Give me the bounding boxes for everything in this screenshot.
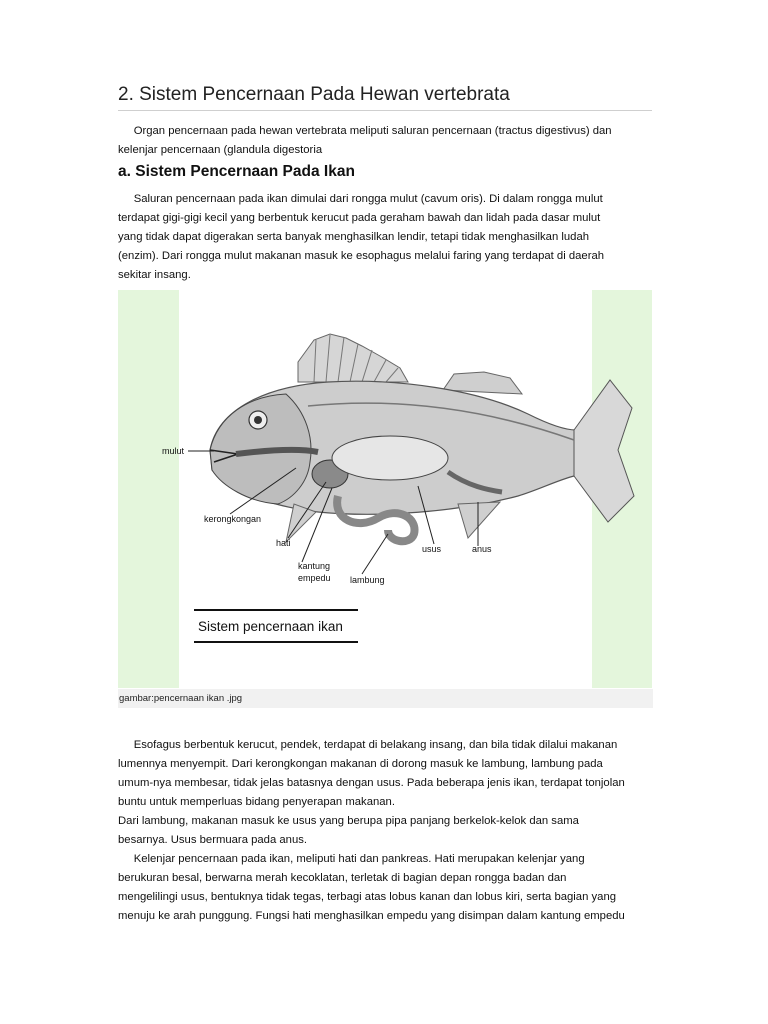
label-anus: anus: [472, 544, 492, 554]
intro-paragraph: [118, 122, 658, 160]
fish-pupil: [254, 416, 262, 424]
body-paragraphs: [118, 736, 658, 926]
label-kerongkongan: kerongkongan: [204, 514, 262, 524]
text-line: Saluran pencernaan pada ikan dimulai dari rongga mulut (cavum oris). Di dalam rongga mulut: [118, 193, 603, 205]
label-mulut: mulut: [162, 446, 185, 456]
text-line: buntu untuk memperluas bidang penyerapan makanan.: [118, 796, 395, 808]
text-line: yang tidak dapat digerakan serta banyak menghasilkan lendir, tetapi tidak menghasilkan ludah: [118, 231, 590, 243]
text-line: kelenjar pencernaan (glandula digestoria: [118, 144, 323, 156]
figure-caption: gambar:pencernaan ikan .jpg: [118, 689, 653, 708]
stomach-shape: [332, 436, 448, 480]
text-line: lumennya menyempit. Dari kerongkongan makanan di dorong masuk ke lambung, lambung pada: [118, 758, 603, 770]
anal-fin: [458, 502, 500, 538]
label-lambung: lambung: [350, 575, 385, 585]
text-line: berukuran besal, berwarna merah kecoklatan, terletak di bagian depan rongga badan dan: [118, 872, 567, 884]
subsection-heading: a. Sistem Pencernaan Pada Ikan: [118, 163, 355, 180]
text-line: Dari lambung, makanan masuk ke usus yang berupa pipa panjang berkelok-kelok dan sama: [118, 815, 579, 827]
text-line: menuju ke arah punggung. Fungsi hati menghasilkan empedu yang disimpan dalam kantung empedu: [118, 910, 625, 922]
label-kantung: kantung: [298, 561, 331, 571]
fish-intro-paragraph: [118, 190, 658, 285]
text-line: mengelilingi usus, bentuknya tidak tegas, terbagi atas lobus kanan dan lobus kiri, serta bagian yang: [118, 891, 617, 903]
text-line: Kelenjar pencernaan pada ikan, meliputi hati dan pankreas. Hati merupakan kelenjar yang: [118, 853, 585, 865]
text-line: umum-nya membesar, tidak jelas batasnya dengan usus. Pada beberapa jenis ikan, terdapat tonjolan: [118, 777, 625, 789]
text-line: sekitar insang.: [118, 269, 191, 281]
text-line: (enzim). Dari rongga mulut makanan masuk ke esophagus melalui faring yang terdapat di daerah: [118, 250, 605, 262]
section-heading: 2. Sistem Pencernaan Pada Hewan vertebrata: [118, 84, 652, 111]
fish-digestive-figure: [118, 290, 652, 688]
text-line: Esofagus berbentuk kerucut, pendek, terdapat di belakang insang, dan bila tidak dilalui makanan: [118, 739, 618, 751]
fish-illustration: [118, 290, 652, 688]
tail-fin: [574, 380, 634, 522]
label-usus: usus: [422, 544, 442, 554]
label-hati: hati: [276, 538, 291, 548]
figure-title: Sistem pencernaan ikan: [198, 619, 343, 634]
text-line: Organ pencernaan pada hewan vertebrata meliputi saluran pencernaan (tractus digestivus) dan: [118, 125, 612, 137]
text-line: terdapat gigi-gigi kecil yang berbentuk kerucut pada geraham bawah dan lidah pada dasar mulut: [118, 212, 601, 224]
label-empedu: empedu: [298, 573, 331, 583]
text-line: besarnya. Usus bermuara pada anus.: [118, 834, 308, 846]
